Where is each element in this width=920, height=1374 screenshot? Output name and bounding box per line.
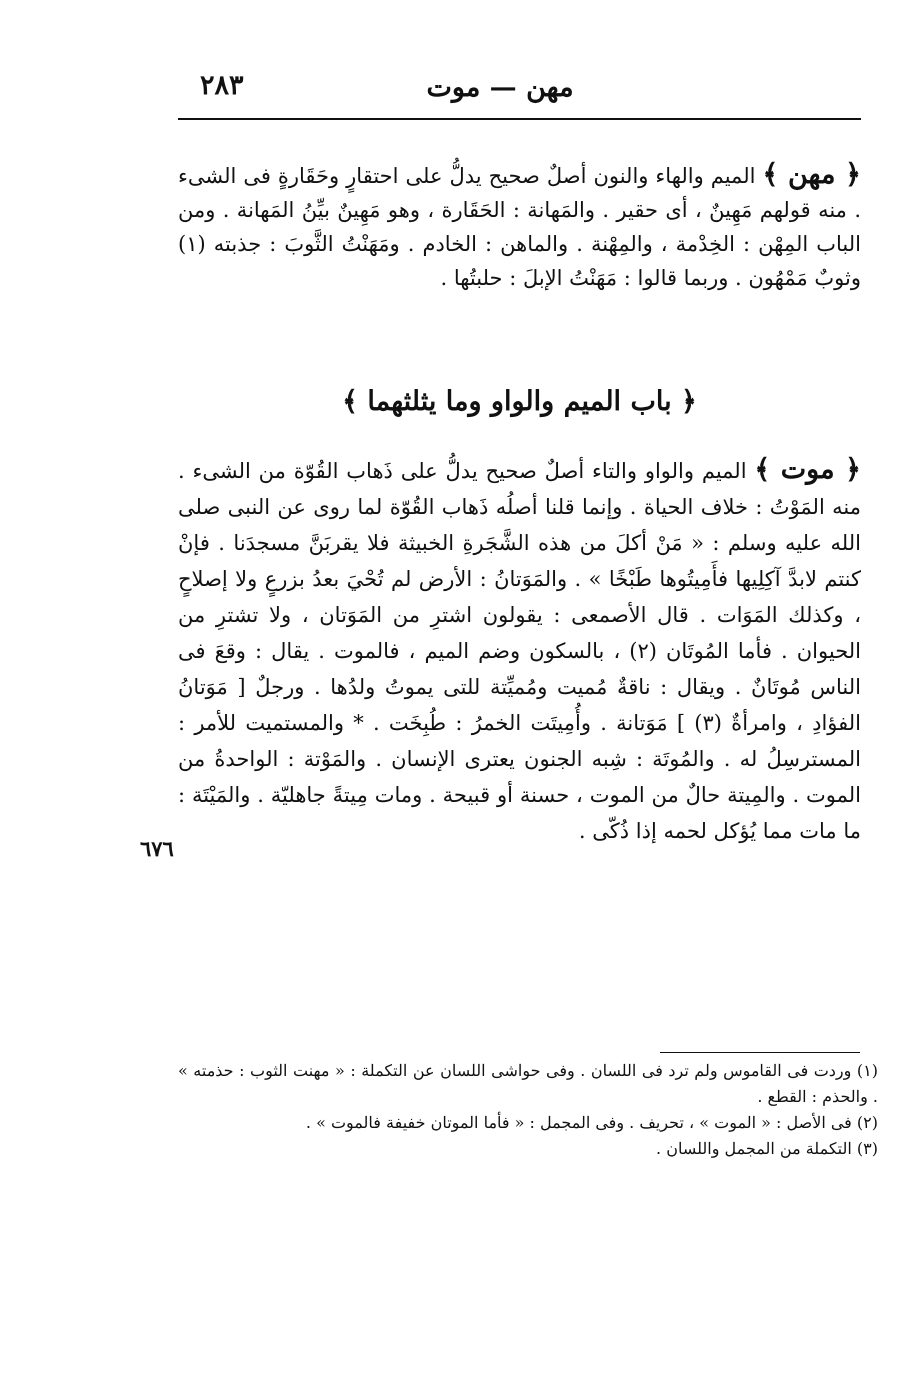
footnote-rule xyxy=(660,1052,860,1053)
entry-text: الميم والواو والتاء أصلٌ صحيح يدلُّ على ذَهاب القُوّة من الشىء . منه المَوْتُ : خلاف الحياة . وإنما قلنا أصلُه ذَهاب القُوّة لما روى عن النبى صلى الله عليه وسلم : « مَنْ أكلَ من هذه الشَّجَرةِ الخبيثة فلا يقربَنَّ مسجدَنا . فإنْ كنتم لابدَّ آكِلِيها فأَمِيتُوها طَبْخًا » . والمَوَتانُ : الأرض لم تُحْيَ بعدُ بزرعٍ ولا إصلاحٍ ، وكذلك المَوَات . قال الأصمعى : يقولون اشترِ من المَوَتان ، ولا تشترِ من الحيوان . فأما المُوتَان (٢) ، بالسكون وضم الميم ، فالموت . يقال : وقعَ فى الناس مُوتَانٌ . ويقال : ناقةٌ مُميت ومُميِّتة للتى يموتُ ولدُها . ورجلٌ [ مَوَتانُ الفؤادِ ، وامرأةٌ (٣) ] مَوَتانة . وأُمِيتَت الخمرُ : طُبِخَت . * والمستميت للأمر : المسترسِلُ له . والمُوتَة : شِبه الجنون يعترى الإنسان . والمَوْتة : الواحدةُ من الموت . والمِيتة حالٌ من الموت ، حسنة أو قبيحة . ومات مِيتةً جاهليّة . والمَيْتَة : ما مات مما يُؤكل لحمه إذا ذُكّى . xyxy=(178,459,861,843)
entry-mhn xyxy=(178,158,861,295)
section-heading: ﴿ باب الميم والواو وما يثلثهما ﴾ xyxy=(342,386,697,417)
entry-headword: ﴿ موت ﴾ xyxy=(754,454,861,485)
margin-number: ٦٧٦ xyxy=(140,836,174,861)
header-rule xyxy=(178,118,861,120)
footnotes xyxy=(178,1058,878,1162)
footnote-3: (٣) التكملة من المجمل واللسان . xyxy=(656,1139,878,1158)
entry-headword: ﴿ مهن ﴾ xyxy=(762,159,861,190)
entry-text: الميم والهاء والنون أصلٌ صحيح يدلُّ على احتقارٍ وحَقَارةٍ فى الشىء . منه قولهم مَهِينٌ ، أى حقير . والمَهانة : الحَقَارة ، وهو مَهِينٌ بيِّنُ المَهانة . ومن الباب المِهْن : الخِدْمة ، والمِهْنة . والماهن : الخادم . ومَهَنْتُ الثَّوبَ : جذبته (١) وثوبٌ مَمْهُون . وربما قالوا : مَهَنْتُ الإبلَ : حلبتُها . xyxy=(178,164,861,290)
footnote-2: (٢) فى الأصل : « الموت » ، تحريف . وفى المجمل : « فأما الموتان خفيفة فالموت » . xyxy=(305,1113,878,1132)
page-number: ٢٨٣ xyxy=(200,70,244,101)
footnote-1: (١) وردت فى القاموس ولم ترد فى اللسان . وفى حواشى اللسان عن التكملة : « مهنت الثوب : حذمته » . والحذم : القطع . xyxy=(178,1061,878,1106)
entry-mwt xyxy=(178,452,861,849)
running-title: مهن — موت xyxy=(426,72,574,103)
